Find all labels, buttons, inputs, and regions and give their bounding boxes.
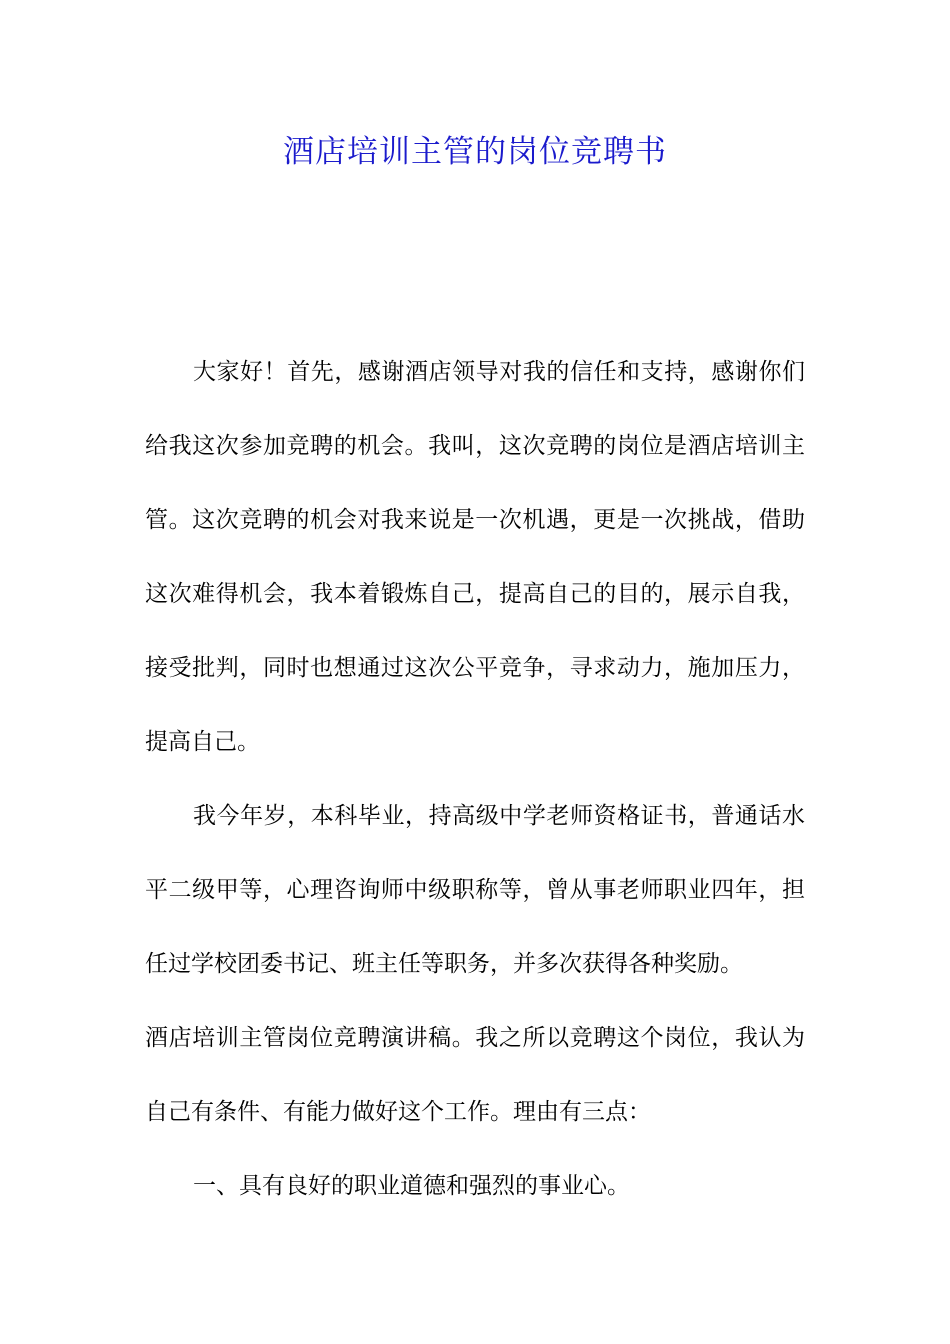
paragraph-greeting: 大家好！首先，感谢酒店领导对我的信任和支持，感谢你们给我这次参加竞聘的机会。我叫，这次竞聘的岗位是酒店培训主管。这次竞聘的机会对我来说是一次机遇，更是一次挑战，借助这次难得机会，我本着锻炼自己，提高自己的目的，展示自我，接受批判，同时也想通过这次公平竞争，寻求动力，施加压力，提高自己。 [145,359,805,755]
paragraph-background: 我今年岁，本科毕业，持高级中学老师资格证书，普通话水平二级甲等，心理咨询师中级职称等，曾从事老师职业四年，担任过学校团委书记、班主任等职务，并多次获得各种奖励。 [145,803,805,977]
paragraph-reason-one: 一、具有良好的职业道德和强烈的事业心。 [193,1173,630,1199]
document-title: 酒店培训主管的岗位竞聘书 [283,134,667,170]
document-body [145,335,805,1223]
paragraph-reason-intro: 酒店培训主管岗位竞聘演讲稿。我之所以竞聘这个岗位，我认为自己有条件、有能力做好这个工作。理由有三点： [145,1025,805,1125]
